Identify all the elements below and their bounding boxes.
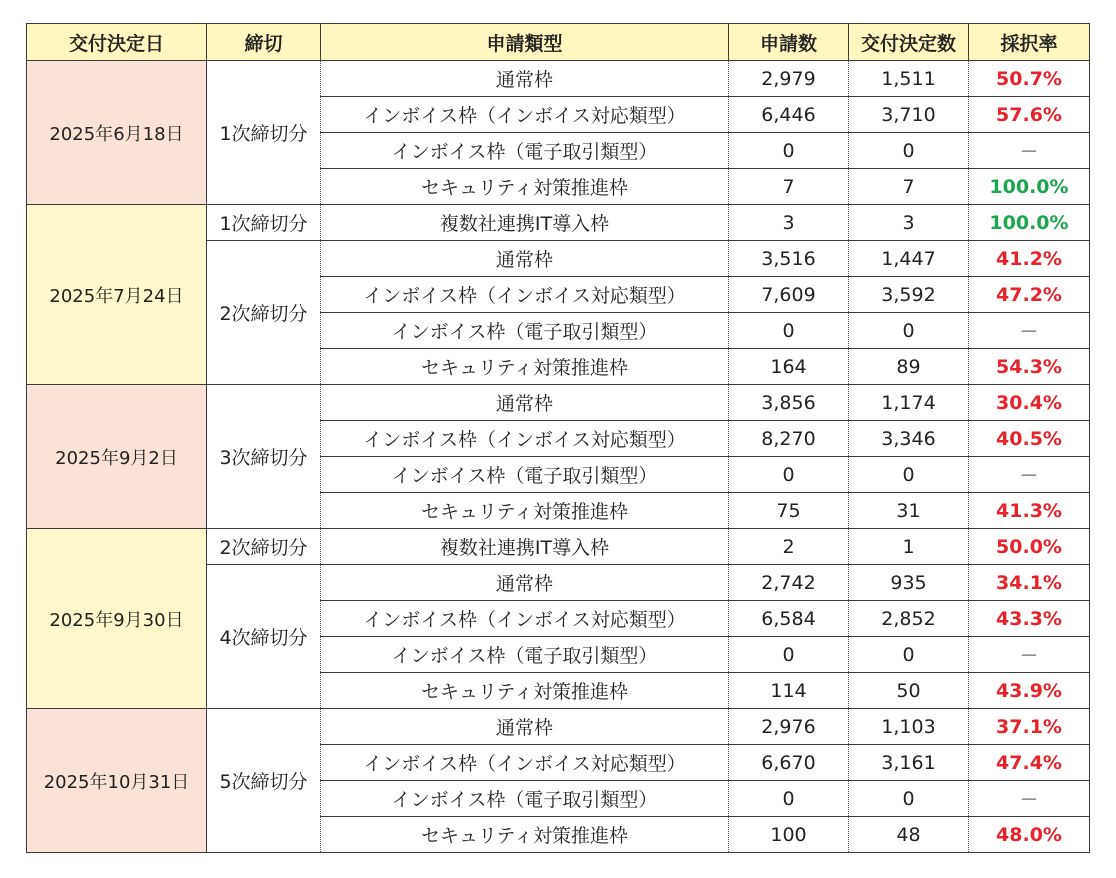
- application-type-cell: インボイス枠（インボイス対応類型）: [321, 745, 729, 781]
- granted-count-cell: 50: [849, 673, 969, 709]
- applications-count-cell: 2,742: [729, 565, 849, 601]
- granted-count-cell: 1: [849, 529, 969, 565]
- granted-count-cell: 3,592: [849, 277, 969, 313]
- application-type-cell: インボイス枠（電子取引類型）: [321, 457, 729, 493]
- granted-count-cell: 3,710: [849, 97, 969, 133]
- adoption-rate-cell: 43.9%: [969, 673, 1090, 709]
- header-date: 交付決定日: [27, 24, 207, 61]
- application-type-cell: インボイス枠（電子取引類型）: [321, 781, 729, 817]
- applications-count-cell: 7,609: [729, 277, 849, 313]
- adoption-rate-cell: 54.3%: [969, 349, 1090, 385]
- application-type-cell: 複数社連携IT導入枠: [321, 529, 729, 565]
- decision-date-cell: 2025年9月30日: [27, 529, 207, 709]
- adoption-rate-cell: －: [969, 781, 1090, 817]
- application-type-cell: 通常枠: [321, 709, 729, 745]
- header-row: [27, 24, 1090, 61]
- granted-count-cell: 48: [849, 817, 969, 853]
- granted-count-cell: 31: [849, 493, 969, 529]
- adoption-rate-cell: －: [969, 313, 1090, 349]
- deadline-cell: 2次締切分: [207, 529, 321, 565]
- header-deadline: 締切: [207, 24, 321, 61]
- adoption-rate-cell: 41.2%: [969, 241, 1090, 277]
- adoption-rate-cell: 30.4%: [969, 385, 1090, 421]
- applications-count-cell: 8,270: [729, 421, 849, 457]
- application-type-cell: 通常枠: [321, 61, 729, 97]
- granted-count-cell: 1,447: [849, 241, 969, 277]
- application-type-cell: セキュリティ対策推進枠: [321, 169, 729, 205]
- header-type: 申請類型: [321, 24, 729, 61]
- decision-date-cell: 2025年10月31日: [27, 709, 207, 853]
- application-type-cell: セキュリティ対策推進枠: [321, 817, 729, 853]
- applications-count-cell: 114: [729, 673, 849, 709]
- adoption-rate-cell: －: [969, 133, 1090, 169]
- applications-count-cell: 0: [729, 781, 849, 817]
- granted-count-cell: 3: [849, 205, 969, 241]
- applications-count-cell: 7: [729, 169, 849, 205]
- granted-count-cell: 0: [849, 637, 969, 673]
- applications-count-cell: 0: [729, 313, 849, 349]
- application-type-cell: 通常枠: [321, 241, 729, 277]
- deadline-cell: 1次締切分: [207, 61, 321, 205]
- granted-count-cell: 7: [849, 169, 969, 205]
- applications-count-cell: 3: [729, 205, 849, 241]
- applications-count-cell: 6,446: [729, 97, 849, 133]
- deadline-cell: 3次締切分: [207, 385, 321, 529]
- header-applications: 申請数: [729, 24, 849, 61]
- application-type-cell: 複数社連携IT導入枠: [321, 205, 729, 241]
- granted-count-cell: 3,346: [849, 421, 969, 457]
- application-type-cell: インボイス枠（インボイス対応類型）: [321, 601, 729, 637]
- header-granted: 交付決定数: [849, 24, 969, 61]
- adoption-rate-cell: 47.2%: [969, 277, 1090, 313]
- adoption-rate-cell: 43.3%: [969, 601, 1090, 637]
- applications-count-cell: 2,979: [729, 61, 849, 97]
- header-rate: 採択率: [969, 24, 1090, 61]
- application-type-cell: インボイス枠（電子取引類型）: [321, 313, 729, 349]
- applications-count-cell: 3,516: [729, 241, 849, 277]
- granted-count-cell: 935: [849, 565, 969, 601]
- applications-count-cell: 3,856: [729, 385, 849, 421]
- applications-count-cell: 0: [729, 637, 849, 673]
- granted-count-cell: 3,161: [849, 745, 969, 781]
- table-row: [27, 61, 1090, 97]
- table-row: [27, 385, 1090, 421]
- deadline-cell: 2次締切分: [207, 241, 321, 385]
- granted-count-cell: 1,103: [849, 709, 969, 745]
- adoption-rate-cell: 34.1%: [969, 565, 1090, 601]
- application-type-cell: 通常枠: [321, 385, 729, 421]
- application-type-cell: インボイス枠（インボイス対応類型）: [321, 97, 729, 133]
- table-row: [27, 205, 1090, 241]
- adoption-rate-cell: －: [969, 457, 1090, 493]
- decision-date-cell: 2025年7月24日: [27, 205, 207, 385]
- application-type-cell: インボイス枠（インボイス対応類型）: [321, 421, 729, 457]
- adoption-rate-cell: 40.5%: [969, 421, 1090, 457]
- granted-count-cell: 89: [849, 349, 969, 385]
- deadline-cell: 4次締切分: [207, 565, 321, 709]
- adoption-rate-cell: 48.0%: [969, 817, 1090, 853]
- applications-count-cell: 6,670: [729, 745, 849, 781]
- granted-count-cell: 0: [849, 133, 969, 169]
- applications-count-cell: 6,584: [729, 601, 849, 637]
- granted-count-cell: 2,852: [849, 601, 969, 637]
- applications-count-cell: 75: [729, 493, 849, 529]
- decision-date-cell: 2025年9月2日: [27, 385, 207, 529]
- table-body: [27, 61, 1090, 853]
- adoption-rate-cell: －: [969, 637, 1090, 673]
- application-type-cell: セキュリティ対策推進枠: [321, 673, 729, 709]
- grant-results-table: [26, 23, 1090, 853]
- table-row: [27, 529, 1090, 565]
- application-type-cell: 通常枠: [321, 565, 729, 601]
- deadline-cell: 5次締切分: [207, 709, 321, 853]
- adoption-rate-cell: 100.0%: [969, 169, 1090, 205]
- granted-count-cell: 0: [849, 457, 969, 493]
- granted-count-cell: 1,511: [849, 61, 969, 97]
- adoption-rate-cell: 37.1%: [969, 709, 1090, 745]
- adoption-rate-cell: 50.0%: [969, 529, 1090, 565]
- granted-count-cell: 0: [849, 313, 969, 349]
- adoption-rate-cell: 100.0%: [969, 205, 1090, 241]
- application-type-cell: セキュリティ対策推進枠: [321, 349, 729, 385]
- adoption-rate-cell: 41.3%: [969, 493, 1090, 529]
- applications-count-cell: 100: [729, 817, 849, 853]
- applications-count-cell: 164: [729, 349, 849, 385]
- table-row: [27, 709, 1090, 745]
- decision-date-cell: 2025年6月18日: [27, 61, 207, 205]
- deadline-cell: 1次締切分: [207, 205, 321, 241]
- applications-count-cell: 0: [729, 133, 849, 169]
- adoption-rate-cell: 57.6%: [969, 97, 1090, 133]
- applications-count-cell: 0: [729, 457, 849, 493]
- application-type-cell: セキュリティ対策推進枠: [321, 493, 729, 529]
- granted-count-cell: 1,174: [849, 385, 969, 421]
- adoption-rate-cell: 50.7%: [969, 61, 1090, 97]
- granted-count-cell: 0: [849, 781, 969, 817]
- adoption-rate-cell: 47.4%: [969, 745, 1090, 781]
- application-type-cell: インボイス枠（インボイス対応類型）: [321, 277, 729, 313]
- application-type-cell: インボイス枠（電子取引類型）: [321, 637, 729, 673]
- application-type-cell: インボイス枠（電子取引類型）: [321, 133, 729, 169]
- applications-count-cell: 2,976: [729, 709, 849, 745]
- applications-count-cell: 2: [729, 529, 849, 565]
